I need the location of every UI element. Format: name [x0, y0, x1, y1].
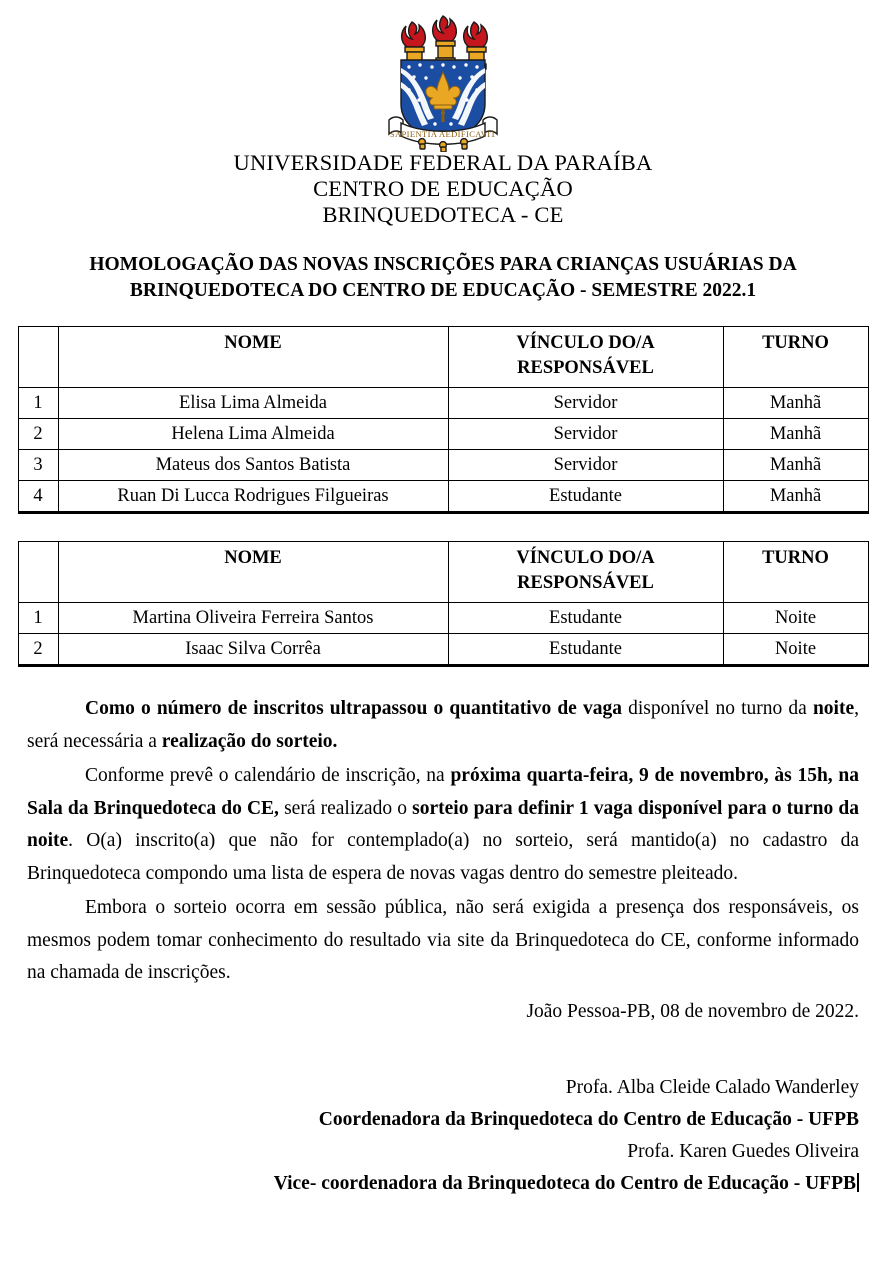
signature-role-vice-text: Vice- coordenadora da Brinquedoteca do Centro de Educação - UFPB: [273, 1173, 856, 1194]
cell-nome: Elisa Lima Almeida: [58, 388, 448, 419]
table-row: [18, 481, 868, 513]
p1-bold-1: Como o número de inscritos ultrapassou o quantitativo de vaga: [85, 698, 622, 719]
p3-text-1: Embora o sorteio ocorra em sessão pública, não será exigida a presença dos responsáveis, os mesmos podem tomar conhecimento do resultado via site da Brinquedoteca do CE, conforme informado na chamada de inscrições.: [27, 897, 859, 983]
vinculo-header-line-1: VÍNCULO DO/A: [516, 333, 655, 353]
column-header-vinculo: [448, 327, 723, 388]
p1-text-4: , será necessária a: [27, 698, 859, 752]
p1-text-2: disponível no turno da: [621, 698, 813, 719]
table-row: [18, 603, 868, 634]
cell-index: 4: [18, 481, 58, 513]
cell-turno: Manhã: [723, 419, 868, 450]
paragraph-2: [27, 760, 859, 890]
cell-vinculo: Estudante: [448, 603, 723, 634]
vinculo-header-line-2: RESPONSÁVEL: [517, 573, 654, 593]
p1-bold-3: noite: [812, 698, 855, 719]
title-line-2: BRINQUEDOTECA DO CENTRO DE EDUCAÇÃO - SEMESTRE 2022.1: [129, 280, 757, 301]
p2-bold-2: próxima quarta-feira, 9 de novembro, às 15h, na Sala da Brinquedoteca do CE,: [27, 765, 859, 819]
table-row: [18, 419, 868, 450]
motto-text: SAPIENTIA AEDIFICAVIT: [389, 129, 497, 139]
cell-index: 3: [18, 450, 58, 481]
column-header-index: [18, 542, 58, 603]
table-night: [18, 541, 869, 667]
signature-role-vice-coordinator: [27, 1168, 859, 1200]
ufpb-logo: [0, 0, 886, 150]
table-row: [18, 388, 868, 419]
institution-header: [0, 150, 886, 228]
table-header-row: [18, 542, 868, 603]
cell-turno: Manhã: [723, 388, 868, 419]
column-header-turno: TURNO: [723, 327, 868, 388]
signature-role-coordinator: Coordenadora da Brinquedoteca do Centro de Educação - UFPB: [318, 1109, 859, 1130]
cell-nome: Helena Lima Almeida: [58, 419, 448, 450]
p2-text-3: será realizado o: [278, 797, 413, 819]
cell-nome: Ruan Di Lucca Rodrigues Filgueiras: [58, 481, 448, 513]
cell-vinculo: Estudante: [448, 481, 723, 513]
vinculo-header-line-1: VÍNCULO DO/A: [516, 548, 655, 568]
title-line-1: HOMOLOGAÇÃO DAS NOVAS INSCRIÇÕES PARA CRIANÇAS USUÁRIAS DA: [89, 254, 797, 275]
cell-index: 1: [18, 388, 58, 419]
coat-of-arms-icon: [379, 12, 507, 152]
cell-nome: Martina Oliveira Ferreira Santos: [58, 603, 448, 634]
table-morning: [18, 326, 869, 514]
cell-turno: Noite: [723, 603, 868, 634]
cell-vinculo: Servidor: [448, 450, 723, 481]
p2-text-5: . O(a) inscrito(a) que não for contemplado(a) no sorteio, será mantido(a) no cadastro da Brinquedoteca compondo uma lista de espera de novas vagas dentro do semestre pleiteado.: [27, 830, 859, 884]
header-line-unit: BRINQUEDOTECA - CE: [322, 202, 564, 227]
table-row: [18, 634, 868, 666]
column-header-nome: NOME: [58, 327, 448, 388]
header-line-university: UNIVERSIDADE FEDERAL DA PARAÍBA: [233, 150, 653, 175]
cell-turno: Manhã: [723, 450, 868, 481]
vinculo-header-line-2: RESPONSÁVEL: [517, 358, 654, 378]
cell-nome: Isaac Silva Corrêa: [58, 634, 448, 666]
paragraph-1: [27, 693, 859, 758]
p2-bold-4: sorteio para definir 1 vaga disponível para o turno da noite: [27, 797, 859, 851]
cell-turno: Manhã: [723, 481, 868, 513]
column-header-vinculo: [448, 542, 723, 603]
table-header-row: [18, 327, 868, 388]
cell-vinculo: Servidor: [448, 419, 723, 450]
cell-index: 1: [18, 603, 58, 634]
column-header-index: [18, 327, 58, 388]
paragraph-3: [27, 892, 859, 990]
body-text: [27, 667, 859, 990]
date-line: João Pessoa-PB, 08 de novembro de 2022.: [526, 1000, 859, 1022]
p2-text-1: Conforme prevê o calendário de inscrição, na: [85, 765, 451, 786]
p1-bold-5: realização do sorteio.: [161, 730, 338, 752]
table-row: [18, 450, 868, 481]
cell-vinculo: Servidor: [448, 388, 723, 419]
column-header-nome: NOME: [58, 542, 448, 603]
signature-block: [27, 1072, 859, 1200]
page-title: [48, 252, 838, 304]
cell-index: 2: [18, 634, 58, 666]
signature-name-coordinator: Profa. Alba Cleide Calado Wanderley: [565, 1077, 859, 1098]
column-header-turno: TURNO: [723, 542, 868, 603]
cell-nome: Mateus dos Santos Batista: [58, 450, 448, 481]
cell-index: 2: [18, 419, 58, 450]
header-line-center: CENTRO DE EDUCAÇÃO: [313, 176, 573, 201]
signature-name-vice-coordinator: Profa. Karen Guedes Oliveira: [627, 1141, 859, 1162]
cell-vinculo: Estudante: [448, 634, 723, 666]
text-cursor-caret: [857, 1173, 859, 1192]
cell-turno: Noite: [723, 634, 868, 666]
